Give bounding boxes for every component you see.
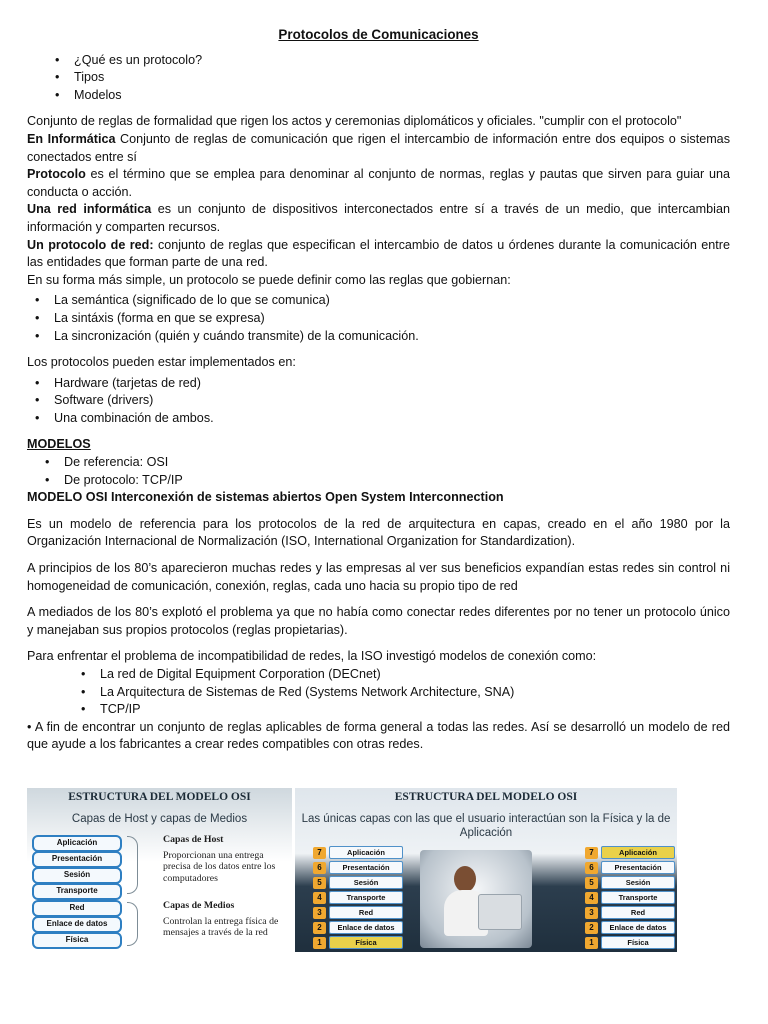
paragraph-implementados: Los protocolos pueden estar implementados en: [27,355,296,370]
laptop-icon [478,894,522,930]
layer-box: Presentación [32,851,122,868]
osi-heading: MODELO OSI Interconexión de sistemas abiertos Open System Interconnection [27,490,504,505]
intro-list [27,52,730,105]
layer-box-highlighted: Aplicación [601,846,675,859]
paragraph-protocolo-red [27,237,730,272]
layer-box: Sesión [32,867,122,884]
layer-box: Presentación [601,861,675,874]
term-bold: En Informática [27,131,116,146]
document-page [27,26,730,754]
layer-number: 3 [585,907,598,919]
layer-box: Enlace de datos [601,921,675,934]
layer-box: Física [601,936,675,949]
layer-number: 3 [313,907,326,919]
implementation-list [27,375,730,428]
user-photo [420,850,532,948]
paragraph-simple: En su forma más simple, un protocolo se puede definir como las reglas que gobiernan: [27,272,511,287]
host-group-label [163,834,289,884]
layer-number: 5 [585,877,598,889]
layer-box: Aplicación [32,835,122,852]
list-item: • Hardware (tarjetas de red) [54,375,730,393]
layer-number: 2 [585,922,598,934]
paragraph-80s-start: A principios de los 80’s aparecieron muchas redes y las empresas al ver sus beneficios expandían estas redes sin control ni homogeneidad de comunicación, conexión, reglas, cada uno hacia su propio tipo de red [27,561,730,593]
layer-box: Presentación [329,861,403,874]
term-text: es el término que se emplea para denominar al conjunto de normas, reglas y pautas que sirven para guiar una conducta o acción. [27,167,730,199]
term-text: conjunto de reglas que especifican el intercambio de datos u órdenes durante la comunicación entre las entidades que forman parte de una red. [27,237,730,270]
paragraph-80s-mid: A mediados de los 80’s explotó el problema ya que no había como conectar redes diferentes por no tener un protocolo único y manejaban sus propios protocolos (reglas propietarias). [27,605,730,637]
figure-title: ESTRUCTURA DEL MODELO OSI [68,791,251,803]
person-head [454,866,476,892]
layer-number: 1 [585,937,598,949]
list-item: • Modelos [74,87,730,105]
list-item: • La sincronización (quién y cuándo transmite) de la comunicación. [54,328,730,346]
list-item: • TCP/IP [100,701,730,719]
layer-box: Red [32,900,122,917]
paragraph-definition: Conjunto de reglas de formalidad que rigen los actos y ceremonias diplomáticos y oficiales. "cumplir con el protocolo" [27,114,682,129]
models-heading: MODELOS [27,437,91,452]
term-text: es un conjunto de dispositivos interconectados entre sí a través de un medio, que intercambian información y comparten recursos. [27,202,730,234]
term-bold: Una red informática [27,202,152,217]
host-brace [127,836,138,894]
media-group-label [163,900,289,939]
layer-number: 1 [313,937,326,949]
models-list [27,454,730,489]
host-text: Proporcionan una entrega precisa de los datos entre los computadores [163,849,276,884]
layer-box: Red [601,906,675,919]
layer-box: Transporte [601,891,675,904]
layer-box: Aplicación [329,846,403,859]
list-item: • Una combinación de ambos. [54,410,730,428]
iso-models-list [27,666,730,719]
osi-user-layers-diagram [295,788,677,952]
figure-subtitle: Las únicas capas con las que el usuario interactúan son la Física y la de Aplicación [301,813,671,839]
figure-title: ESTRUCTURA DEL MODELO OSI [394,791,578,803]
layer-box-highlighted: Física [329,936,403,949]
layer-number: 7 [585,847,598,859]
layer-number: 7 [313,847,326,859]
figure-subtitle: Capas de Host y capas de Medios [71,813,248,825]
media-brace [127,902,138,946]
media-text: Controlan la entrega física de mensajes a través de la red [163,915,279,938]
layer-box: Física [32,932,122,949]
layer-number: 5 [313,877,326,889]
list-item: • ¿Qué es un protocolo? [74,52,730,70]
term-bold: Un protocolo de red: [27,237,154,252]
list-item: • Software (drivers) [54,392,730,410]
layer-box: Transporte [32,883,122,900]
osi-figure [27,788,677,952]
layer-box: Enlace de datos [329,921,403,934]
layer-number: 6 [313,862,326,874]
list-item: • Tipos [74,69,730,87]
paragraph-conclusion: • A fin de encontrar un conjunto de reglas aplicables de forma general a todas las redes. Así se desarrolló un modelo de red que ayude a los fabricantes a crear redes compatibles con otras redes. [27,719,730,752]
paragraph-informatica [27,131,730,166]
paragraph-red [27,201,730,236]
layer-number: 4 [313,892,326,904]
layer-box: Sesión [329,876,403,889]
list-item: • La semántica (significado de lo que se comunica) [54,292,730,310]
paragraph-osi: Es un modelo de referencia para los protocolos de la red de arquitectura en capas, creado en el año 1980 por la Organización Internacional de Normalización (ISO, International Organization for Standardization). [27,516,730,549]
rules-list [27,292,730,345]
term-bold: Protocolo [27,167,86,182]
host-heading: Capas de Host [163,834,224,845]
osi-host-media-diagram [27,788,292,952]
layer-box: Red [329,906,403,919]
list-item: • La sintáxis (forma en que se expresa) [54,310,730,328]
document-title: Protocolos de Comunicaciones [278,27,479,42]
list-item: • La red de Digital Equipment Corporation (DECnet) [100,666,730,684]
list-item: • De protocolo: TCP/IP [64,472,730,490]
layer-number: 6 [585,862,598,874]
media-heading: Capas de Medios [163,900,235,911]
layer-number: 2 [313,922,326,934]
layer-box: Enlace de datos [32,916,122,933]
list-item: • De referencia: OSI [64,454,730,472]
layer-box: Sesión [601,876,675,889]
layer-number: 4 [585,892,598,904]
term-text: Conjunto de reglas de comunicación que rigen el intercambio de información entre dos equipos o sistemas conectados entre sí [27,131,730,164]
paragraph-protocolo [27,166,730,201]
list-item: • La Arquitectura de Sistemas de Red (Systems Network Architecture, SNA) [100,684,730,702]
layer-box: Transporte [329,891,403,904]
paragraph-iso: Para enfrentar el problema de incompatibilidad de redes, la ISO investigó modelos de conexión como: [27,649,597,664]
